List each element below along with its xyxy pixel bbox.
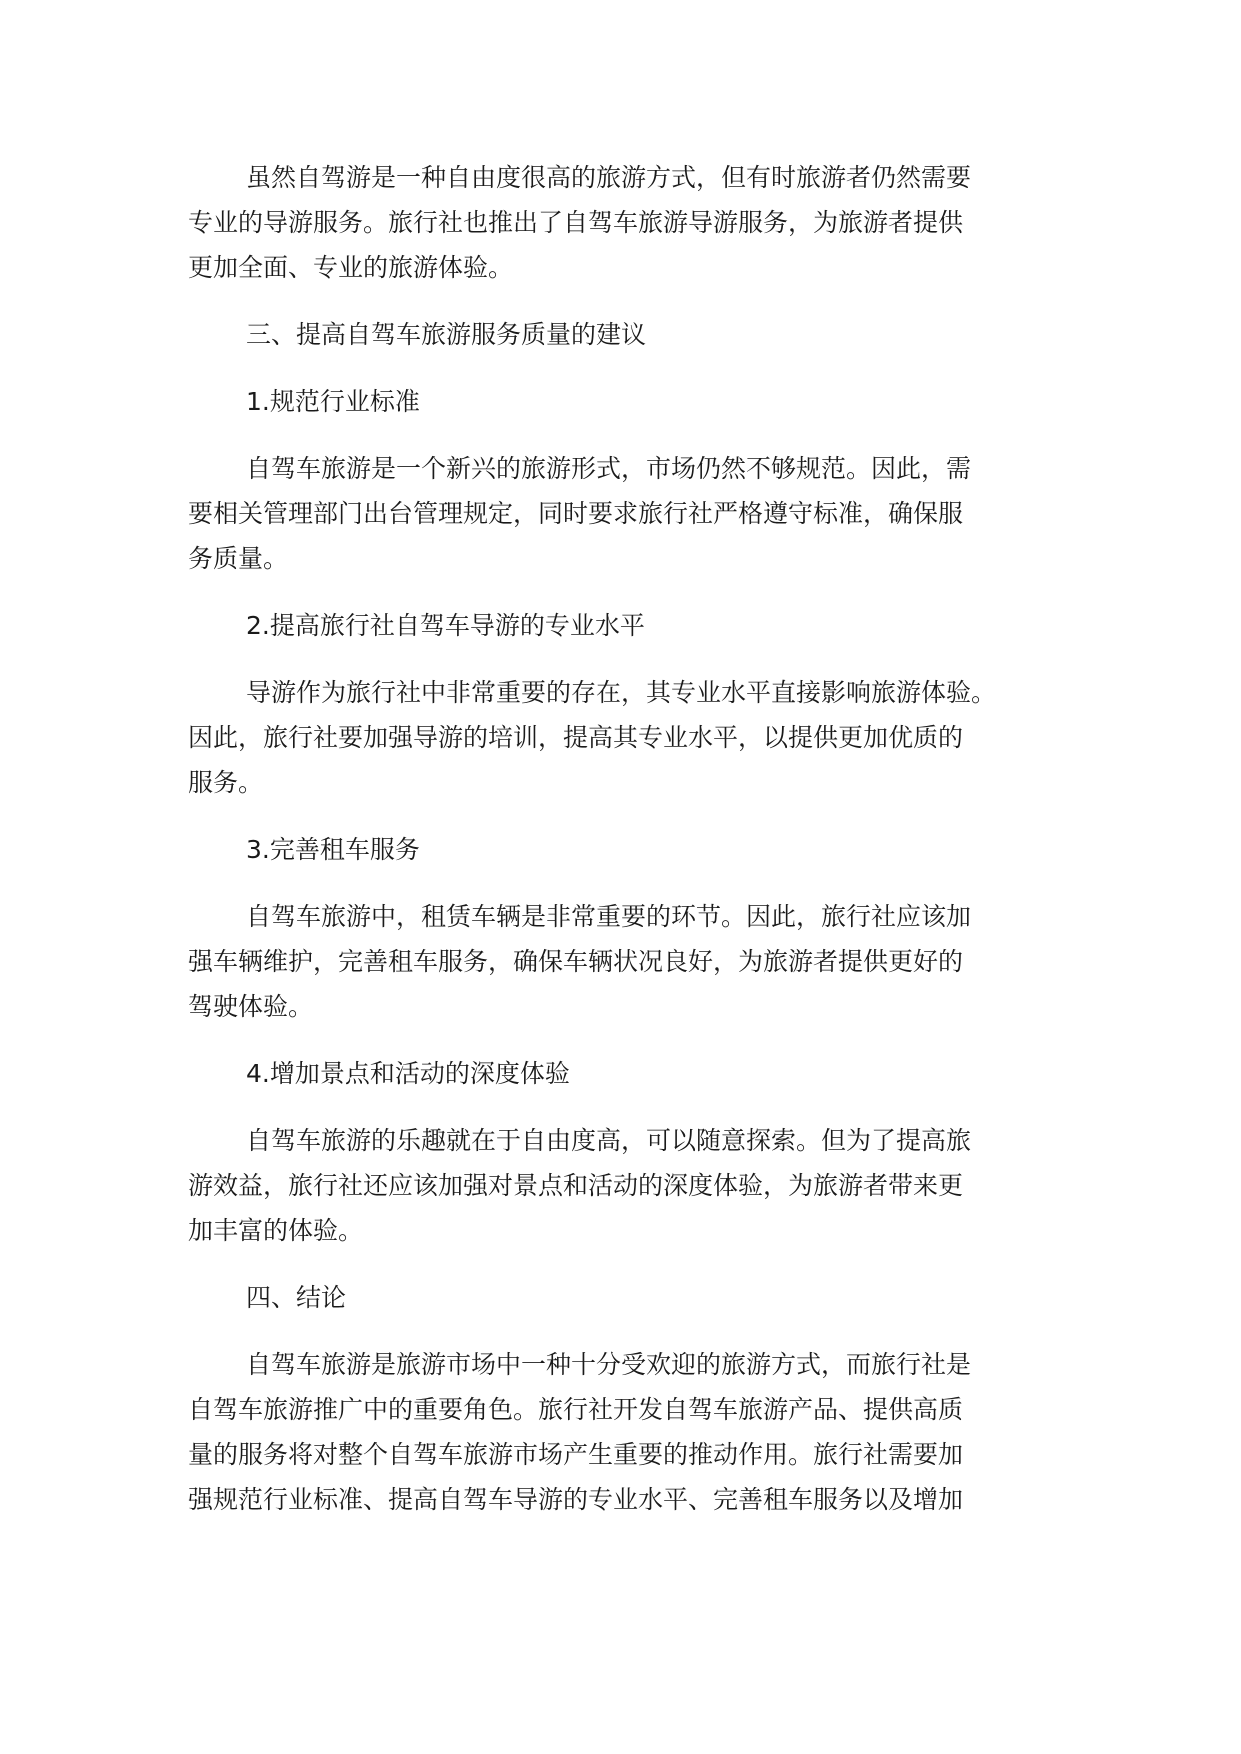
text-line: 自驾车旅游是一个新兴的旅游形式，市场仍然不够规范。因此，需 (246, 454, 972, 483)
text-line: 量的服务将对整个自驾车旅游市场产生重要的推动作用。旅行社需要加 (188, 1440, 964, 1469)
subheading-car-rental (188, 827, 1068, 872)
text-line: 专业的导游服务。旅行社也推出了自驾车旅游导游服务，为旅游者提供 (188, 208, 964, 237)
subheading-guide-professionalism (188, 603, 1068, 648)
text-line: 自驾车旅游是旅游市场中一种十分受欢迎的旅游方式，而旅行社是 (246, 1350, 972, 1379)
paragraph-guide-professionalism (188, 670, 1068, 805)
heading-line: 1.规范行业标准 (246, 387, 420, 416)
section-heading-conclusion (188, 1275, 1068, 1320)
text-line: 导游作为旅行社中非常重要的存在，其专业水平直接影响旅游体验。 (246, 678, 997, 707)
section-heading-suggestions (188, 312, 1068, 357)
text-line: 要相关管理部门出台管理规定，同时要求旅行社严格遵守标准，确保服 (188, 499, 964, 528)
heading-line: 四、结论 (246, 1283, 347, 1312)
subheading-deep-experience (188, 1051, 1068, 1096)
text-line: 强车辆维护，完善租车服务，确保车辆状况良好，为旅游者提供更好的 (188, 947, 964, 976)
heading-line: 4.增加景点和活动的深度体验 (246, 1059, 570, 1088)
paragraph-conclusion (188, 1342, 1068, 1522)
heading-line: 三、提高自驾车旅游服务质量的建议 (246, 320, 647, 349)
heading-line: 2.提高旅行社自驾车导游的专业水平 (246, 611, 645, 640)
text-line: 更加全面、专业的旅游体验。 (188, 253, 514, 282)
text-line: 游效益，旅行社还应该加强对景点和活动的深度体验，为旅游者带来更 (188, 1171, 964, 1200)
text-line: 务质量。 (188, 544, 289, 573)
text-line: 自驾车旅游的乐趣就在于自由度高，可以随意探索。但为了提高旅 (246, 1126, 972, 1155)
heading-line: 3.完善租车服务 (246, 835, 420, 864)
text-line: 因此，旅行社要加强导游的培训，提高其专业水平，以提供更加优质的 (188, 723, 964, 752)
paragraph-car-rental (188, 894, 1068, 1029)
paragraph-industry-standards (188, 446, 1068, 581)
paragraph-deep-experience (188, 1118, 1068, 1253)
text-line: 服务。 (188, 768, 264, 797)
document-page (188, 155, 1068, 1544)
text-line: 自驾车旅游中，租赁车辆是非常重要的环节。因此，旅行社应该加 (246, 902, 972, 931)
subheading-industry-standards (188, 379, 1068, 424)
text-line: 自驾车旅游推广中的重要角色。旅行社开发自驾车旅游产品、提供高质 (188, 1395, 964, 1424)
text-line: 强规范行业标准、提高自驾车导游的专业水平、完善租车服务以及增加 (188, 1485, 964, 1514)
paragraph-guide-service (188, 155, 1068, 290)
text-line: 加丰富的体验。 (188, 1216, 364, 1245)
text-line: 虽然自驾游是一种自由度很高的旅游方式，但有时旅游者仍然需要 (246, 163, 972, 192)
text-line: 驾驶体验。 (188, 992, 314, 1021)
